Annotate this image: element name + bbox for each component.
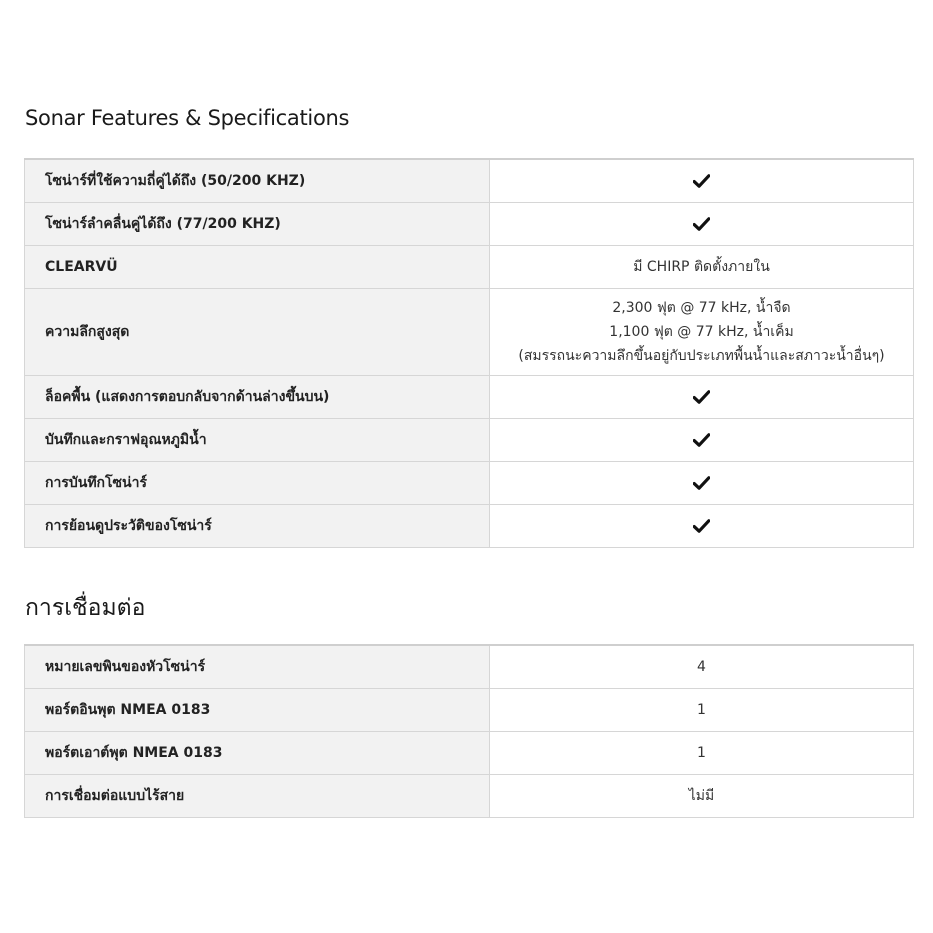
sonar-spec-table — [24, 158, 914, 548]
connectivity-spec-table — [24, 644, 914, 818]
spec-label: โซน่าร์ลำคลื่นคู่ได้ถึง (77/200 KHZ) — [25, 203, 490, 246]
connectivity-section-title: การเชื่อมต่อ — [25, 595, 146, 621]
checkmark-icon — [693, 476, 710, 490]
spec-value: มี CHIRP ติดตั้งภายใน — [490, 246, 914, 289]
checkmark-icon — [693, 390, 710, 404]
checkmark-icon — [693, 217, 710, 231]
spec-value — [490, 203, 914, 246]
table-row — [25, 505, 914, 548]
spec-value — [490, 505, 914, 548]
spec-label: หมายเลขพินของหัวโซน่าร์ — [25, 645, 490, 689]
spec-value — [490, 462, 914, 505]
table-row — [25, 775, 914, 818]
table-row — [25, 462, 914, 505]
spec-label: CLEARVÜ — [25, 246, 490, 289]
spec-value — [490, 159, 914, 203]
table-row — [25, 376, 914, 419]
depth-saltwater: 1,100 ฟุต @ 77 kHz, น้ำเค็ม — [609, 324, 794, 340]
depth-freshwater: 2,300 ฟุต @ 77 kHz, น้ำจืด — [612, 300, 791, 316]
spec-value: 1 — [490, 732, 914, 775]
table-row — [25, 645, 914, 689]
spec-label: การบันทึกโซน่าร์ — [25, 462, 490, 505]
table-row — [25, 732, 914, 775]
spec-label: การย้อนดูประวัติของโซน่าร์ — [25, 505, 490, 548]
checkmark-icon — [693, 519, 710, 533]
table-row — [25, 419, 914, 462]
table-row — [25, 246, 914, 289]
spec-value — [490, 419, 914, 462]
spec-label: ล็อคพื้น (แสดงการตอบกลับจากด้านล่างขึ้นบน) — [25, 376, 490, 419]
table-row — [25, 289, 914, 376]
table-row — [25, 203, 914, 246]
checkmark-icon — [693, 433, 710, 447]
table-row — [25, 159, 914, 203]
table-row — [25, 689, 914, 732]
spec-label: โซน่าร์ที่ใช้ความถี่คู่ได้ถึง (50/200 KHZ) — [25, 159, 490, 203]
spec-value — [490, 376, 914, 419]
spec-value: ไม่มี — [490, 775, 914, 818]
spec-value: 1 — [490, 689, 914, 732]
spec-label: การเชื่อมต่อแบบไร้สาย — [25, 775, 490, 818]
spec-label: บันทึกและกราฟอุณหภูมิน้ำ — [25, 419, 490, 462]
spec-value: 4 — [490, 645, 914, 689]
checkmark-icon — [693, 174, 710, 188]
spec-label: พอร์ตอินพุต NMEA 0183 — [25, 689, 490, 732]
spec-label: ความลึกสูงสุด — [25, 289, 490, 376]
sonar-section-title: Sonar Features & Specifications — [25, 106, 350, 130]
spec-value — [490, 289, 914, 376]
depth-note: (สมรรถนะความลึกขึ้นอยู่กับประเภทพื้นน้ำและสภาวะน้ำอื่นๆ) — [518, 348, 885, 364]
spec-label: พอร์ตเอาต์พุต NMEA 0183 — [25, 732, 490, 775]
